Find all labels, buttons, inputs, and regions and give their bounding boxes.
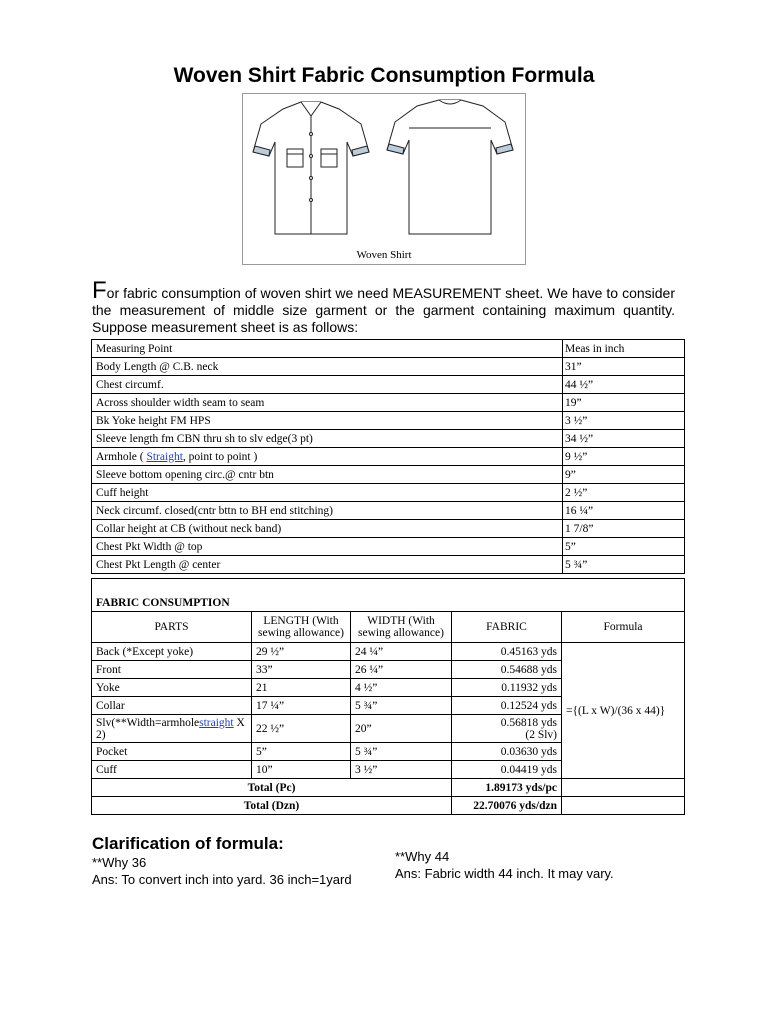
measurement-point: Across shoulder width seam to seam: [92, 394, 563, 412]
consumption-header-row: [92, 612, 685, 643]
part-length: 21: [252, 679, 351, 697]
why-36-question: **Why 36: [92, 855, 147, 870]
part-width: 4 ½”: [351, 679, 452, 697]
measurement-value: 34 ½”: [563, 430, 685, 448]
measurement-table: [91, 339, 685, 574]
header-fabric: FABRIC: [452, 612, 562, 643]
sleeve-fabric-note: (2 Slv): [525, 728, 557, 741]
sleeve-label-pre: Slv(**Width=armhole: [96, 716, 200, 729]
part-name: Cuff: [92, 761, 252, 779]
total-dzn-value: 22.70076 yds/dzn: [452, 797, 562, 815]
measurement-point: Chest Pkt Length @ center: [92, 556, 563, 574]
part-length: 17 ¼”: [252, 697, 351, 715]
part-length: 29 ½”: [252, 643, 351, 661]
measurement-row: [92, 430, 685, 448]
consumption-title-row: [92, 579, 685, 612]
part-length: 10”: [252, 761, 351, 779]
part-fabric: 0.04419 yds: [452, 761, 562, 779]
intro-dropcap: F: [92, 277, 107, 304]
figure-caption: Woven Shirt: [356, 249, 412, 261]
page-title: Woven Shirt Fabric Consumption Formula: [173, 64, 595, 87]
measurement-value: 9”: [563, 466, 685, 484]
measurement-value: 5 ¾”: [563, 556, 685, 574]
sleeve-label-post: X 2): [96, 716, 245, 741]
part-name: Front: [92, 661, 252, 679]
straight-link[interactable]: Straight: [146, 450, 183, 463]
measurement-point: [92, 448, 563, 466]
part-fabric: 0.03630 yds: [452, 743, 562, 761]
part-length: 22 ½”: [252, 715, 351, 743]
measurement-point: Chest Pkt Width @ top: [92, 538, 563, 556]
part-width: 20”: [351, 715, 452, 743]
total-dzn-row: [92, 797, 685, 815]
clarification-title: Clarification of formula:: [92, 834, 284, 853]
measurement-row: [92, 412, 685, 430]
measurement-point: Sleeve length fm CBN thru sh to slv edge(3 pt): [92, 430, 563, 448]
measurement-row: [92, 394, 685, 412]
intro-text: or fabric consumption of woven shirt we need MEASUREMENT sheet. We have to consider the measurement of middle size garment or the garment containing maximum quantity. Suppose measurement sheet is as follows:: [92, 285, 675, 335]
fabric-consumption-table: [91, 578, 685, 815]
measurement-row: [92, 448, 685, 466]
measurement-row: [92, 538, 685, 556]
total-pc-row: [92, 779, 685, 797]
part-fabric: [452, 715, 562, 743]
part-name: [92, 715, 252, 743]
part-fabric: 0.54688 yds: [452, 661, 562, 679]
measurement-point: Bk Yoke height FM HPS: [92, 412, 563, 430]
woven-shirt-figure: [242, 93, 526, 265]
part-name: Yoke: [92, 679, 252, 697]
armhole-label-pre: Armhole (: [96, 450, 147, 463]
measurement-point: Sleeve bottom opening circ.@ cntr btn: [92, 466, 563, 484]
header-length: LENGTH (With sewing allowance): [252, 612, 351, 643]
measurement-row: [92, 502, 685, 520]
measurement-header-row: [92, 340, 685, 358]
measurement-row: [92, 556, 685, 574]
straight-link[interactable]: straight: [199, 716, 234, 729]
total-pc-value: 1.89173 yds/pc: [452, 779, 562, 797]
clarification-why-36: [92, 854, 352, 888]
shirt-illustration: [243, 94, 525, 264]
part-width: 24 ¼”: [351, 643, 452, 661]
part-name: Pocket: [92, 743, 252, 761]
part-width: 5 ¾”: [351, 743, 452, 761]
total-pc-label: Total (Pc): [92, 779, 452, 797]
header-parts: PARTS: [92, 612, 252, 643]
measurement-row: [92, 466, 685, 484]
formula-cell: ={(L x W)/(36 x 44)}: [562, 643, 685, 779]
measurement-point: Neck circumf. closed(cntr bttn to BH end stitching): [92, 502, 563, 520]
measurement-row: [92, 358, 685, 376]
measurement-point: Body Length @ C.B. neck: [92, 358, 563, 376]
measurement-value: 1 7/8”: [563, 520, 685, 538]
consumption-title: FABRIC CONSUMPTION: [92, 579, 685, 612]
total-pc-empty: [562, 779, 685, 797]
measurement-point: Cuff height: [92, 484, 563, 502]
why-36-answer: Ans: To convert inch into yard. 36 inch=1yard: [92, 872, 352, 887]
measurement-value: 3 ½”: [563, 412, 685, 430]
header-formula: Formula: [562, 612, 685, 643]
part-length: 33”: [252, 661, 351, 679]
total-dzn-empty: [562, 797, 685, 815]
measurement-point: Chest circumf.: [92, 376, 563, 394]
part-fabric: 0.12524 yds: [452, 697, 562, 715]
measurement-row: [92, 376, 685, 394]
part-name: Back (*Except yoke): [92, 643, 252, 661]
part-fabric: 0.45163 yds: [452, 643, 562, 661]
measurement-value: 5”: [563, 538, 685, 556]
measurement-header-meas: Meas in inch: [563, 340, 685, 358]
measurement-value: 19”: [563, 394, 685, 412]
part-width: 3 ½”: [351, 761, 452, 779]
why-44-question: **Why 44: [395, 849, 450, 864]
part-fabric: 0.11932 yds: [452, 679, 562, 697]
armhole-label-post: , point to point ): [182, 450, 258, 463]
header-width: WIDTH (With sewing allowance): [351, 612, 452, 643]
measurement-point: Collar height at CB (without neck band): [92, 520, 563, 538]
clarification-why-44: [395, 848, 614, 882]
measurement-value: 2 ½”: [563, 484, 685, 502]
measurement-row: [92, 520, 685, 538]
measurement-row: [92, 484, 685, 502]
part-width: 26 ¼”: [351, 661, 452, 679]
measurement-value: 44 ½”: [563, 376, 685, 394]
total-dzn-label: Total (Dzn): [92, 797, 452, 815]
consumption-row: [92, 643, 685, 661]
measurement-value: 9 ½”: [563, 448, 685, 466]
part-name: Collar: [92, 697, 252, 715]
measurement-value: 31”: [563, 358, 685, 376]
intro-paragraph: [92, 277, 675, 336]
measurement-header-point: Measuring Point: [92, 340, 563, 358]
sleeve-fabric-value: 0.56818 yds: [500, 716, 557, 729]
part-length: 5”: [252, 743, 351, 761]
measurement-value: 16 ¼”: [563, 502, 685, 520]
why-44-answer: Ans: Fabric width 44 inch. It may vary.: [395, 866, 614, 881]
part-width: 5 ¾”: [351, 697, 452, 715]
